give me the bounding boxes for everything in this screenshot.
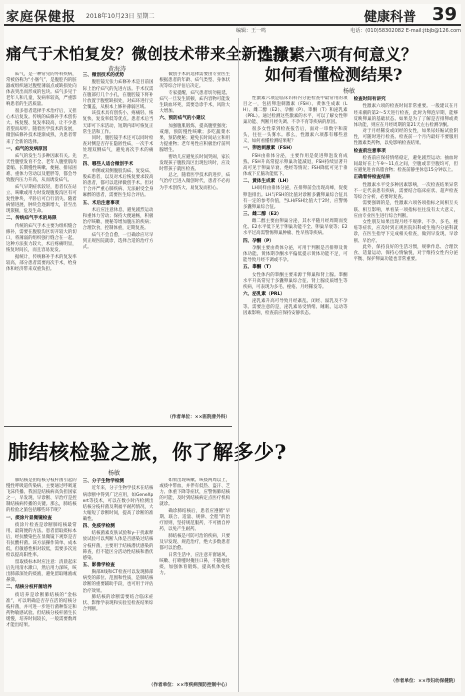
subheading: 五、影像学检查 (82, 562, 115, 568)
subheading: 检查前注意事项 (353, 148, 386, 154)
paragraph: 微创手术的选择需要由专业医生根据患者的年龄、疝气类型、身体状况等综合评估后决定。 (159, 72, 231, 90)
paragraph: 日常生活中，应注意开窗通风，咳嗽、打喷嚏时掩住口鼻，不随地吐痰，加强体育锻炼，提高机体免疫力。 (159, 552, 231, 576)
subheading: 三、分子生物学检测 (82, 479, 125, 484)
paragraph: 性激素六项的检查时间非常重要。一般建议在月经来潮的第2～5天进行检查，此时为卵泡早期，能够反映卵巢的基础状态。如果是为了了解是否排卵或黄体功能，则应在月经周期的第21天左右检测孕酮。 (353, 104, 458, 128)
article-b-col-1 (6, 478, 77, 678)
paragraph: 女性朋友如果出现月经不规律、不孕、多毛、痤疮等症状，应及时到正规医院妇科或生殖内分泌科就诊，在医生指导下完成相关检查，做到早发现、早诊断、早治疗。 (353, 220, 458, 244)
subheading: 二、结核分枝杆菌培养 (6, 585, 52, 591)
section-title: 健康科普 (364, 10, 417, 25)
article-a-col-3 (159, 72, 230, 402)
right-column-area (238, 38, 461, 692)
article-c-col-2 (354, 96, 459, 676)
issue-date: 2018年10月23日 星期二 (86, 13, 155, 20)
paragraph: 疝气早期症状较轻，患者仅在站立、咳嗽或用力时发现腹股沟区有可复性肿块，平卧后可自行消失。随着病情进展，肿块会逐渐增大，甚至出现嵌顿，危及生命。 (6, 185, 77, 215)
article-b-col-3 (159, 478, 230, 678)
subheading: 四、孕酮（P） (243, 238, 274, 244)
paragraph: 据统计，传统修补手术的复发率较高，部分患者需要再次手术，给身体和经济带来双重负担。 (6, 254, 77, 273)
paragraph: 很多患者选择手术治疗后，又担心术后复发。传统的疝修补手术创伤大、恢复慢、复发率较高，让不少患者望而却步。随着医学技术的发展，微创疝修补技术逐渐成熟，为患者带来了全新的选择。 (6, 109, 77, 145)
paragraph: 痰涂片检查是诊断肺结核最常用、最简便的方法。患者留取痰标本后，经抗酸染色在显微镜下观察是否有抗酸杆菌。该方法操作简单、成本低，但敏感性相对较低，需要多次送检以提高阳性率。 (6, 522, 77, 559)
subheading: 一、痰涂片显微镜检查 (6, 515, 52, 521)
subheading: 五、术后注意事项 (82, 200, 120, 206)
subheading: 六、泌乳素（PRL） (243, 291, 285, 297)
article-c-headline-line-1: 性激素六项有何意义？ (257, 45, 418, 64)
subheading: 三、雌二醇（E2） (243, 211, 282, 217)
article-a-col-2 (83, 72, 154, 402)
paragraph: 婴幼儿应避免长时间哭闹，家长发现孩子腹股沟区出现包块时，应及时带孩子就医检查。 (159, 154, 231, 172)
subheading: 二、传统疝气手术的局限 (6, 216, 57, 222)
paragraph: 雌二醇主要由卵巢分泌，其水平随月经周期而变化。E2水平低下见于卵巢功能不全、卵巢早衰等；E2水平过高需警惕卵巢肿瘤、性早熟等疾病。 (243, 219, 348, 237)
paragraph: 肺结核的诊断需要结合临床症状、影像学表现和实验室检查结果综合判断。 (82, 595, 154, 613)
paragraph: 疝气的发生与多种因素有关。先天性腹壁发育不全、老年人腹壁肌肉萎缩、长期慢性咳嗽、便秘、排尿困难、重体力劳动以及肥胖等，都会导致腹内压力升高，从而诱发疝气。 (6, 154, 77, 184)
article-c-body (243, 96, 458, 676)
subheading: 六、预防疝气的小建议 (159, 116, 206, 122)
paragraph: 结核菌素皮肤试验和γ-干扰素释放试验可以判断人体是否感染过结核分枝杆菌，主要用于结核潜伏感染的筛查，但不能区分活动性结核和潜伏感染。 (82, 531, 154, 561)
subheading: 正确看待检查结果 (353, 175, 391, 181)
newspaper-page (4, 4, 461, 692)
paragraph: 总之，随着医学技术的进步，疝气治疗已进入微创时代，患者不必再为手术创伤大、易复发而担心。 (159, 173, 231, 191)
paragraph: 该技术具有创伤小、疼痛轻、恢复快、复发率低等优点。患者术后当天即可下床活动，短期内即可恢复正常生活和工作。 (82, 111, 154, 135)
article-a-headline: 痛气于术怕复发？微创技术带来全新选择! (6, 44, 296, 63)
paragraph: 单侧或双侧腹股沟疝、复发疝、股疝患者，以及对术后恢复要求较高的患者，都可以选择微创手术。但对于合并严重心肺疾病、无法耐受全身麻醉的患者，需要医生综合评估。 (82, 169, 154, 199)
paragraph: 专家提醒，疝气患者切勿拖延。疝气一旦发生嵌顿，疝内容物可能发生缺血坏死，需要急诊手术，风险大大增加。 (159, 90, 231, 115)
paragraph: 疝气不会自愈，一旦确诊应尽早到正规医院就诊，选择合适的治疗方式。 (82, 232, 154, 250)
paragraph: 性激素水平受多种因素影响，一次检查结果异常不一定代表患有疾病，需要结合临床症状、超声检查等综合分析，必要时复查。 (353, 182, 458, 200)
article-c-headline-line-2: 如何看懂检测结果? (265, 65, 403, 84)
editor-line (236, 27, 461, 35)
subheading: 四、哪些人适合微创手术 (82, 161, 134, 167)
subheading: 检查时间有讲究 (353, 97, 386, 102)
page-number: 39 (432, 4, 458, 25)
subheading: 四、免疫学检测 (82, 523, 115, 529)
paragraph: 女性体内的睾酮主要来源于卵巢和肾上腺。睾酮水平升高常见于多囊卵巢综合征、肾上腺皮质增生等疾病，可表现为多毛、痤疮、月经稀发等。 (243, 272, 348, 290)
paragraph: 对于月经稀发或闭经的女性，如果尿妊娠试验阴性，可随时进行检查。检查前一个月内最好不要服用性激素类药物，以免影响检查结果。 (353, 129, 458, 147)
paragraph: 如果出现咳嗽、咳痰两周以上，或痰中带血，并伴有低热、盗汗、乏力、体重下降等症状，应警惕肺结核的可能，及时到结核病定点医疗机构就诊。 (159, 478, 231, 508)
article-c-author: 杨敏 (343, 88, 356, 95)
contact-info: 电话：(010)58302082 E-mail:jtbjb@126.com (350, 28, 461, 34)
article-a-credit: （作者单位：××医院普外科） (167, 415, 230, 420)
paragraph: 痰培养是诊断肺结核的“金标准”，可以明确是否存在活的结核分枝杆菌，并可进一步进行菌种鉴定和药物敏感试验。但结核分枝杆菌生长缓慢，培养时间较长，一般需要数周才能出结果。 (6, 592, 77, 629)
subheading: 二、黄体生成素（LH） (243, 179, 292, 185)
paragraph: 肺结核是可防可治的疾病，只要及早发现、规范治疗，绝大多数患者都可以治愈。 (159, 533, 231, 552)
newspaper-title: 家庭保健报 (6, 10, 77, 25)
paragraph: 近年来，分子生物学技术在结核病诊断中得到广泛应用，如GeneXpert等技术，可以在数小时内检测出结核分枝杆菌及利福平耐药情况，大大缩短了诊断时间，提高了诊断的准确性。 (82, 486, 154, 522)
paragraph: 孕酮主要由黄体分泌，可用于判断是否排卵及黄体功能。黄体期孕酮水平偏低提示黄体功能不足，可能导致月经不调或不孕。 (243, 245, 348, 264)
paragraph: 胸部X线和CT检查可以发现肺部病变的部位、范围和性质，是肺结核诊断的重要辅助手段，也可用于评估治疗效果。 (82, 570, 154, 594)
paragraph: 留取痰标本时应注意：清晨起床后先用清水漱口，然后用力深咳，咳出肺部深处的痰液，避免留取唾液或鼻涕。 (6, 560, 77, 584)
paragraph: 腹腔镜无张力疝修补术是目前国际上治疗疝气的先进方法。手术仅需在腹部打几个小孔，在腹腔镜下将补片放置于腹壁缺损处，对疝环进行完全覆盖，从根本上修补薄弱区域。 (82, 80, 154, 110)
article-b-credit: （作者单位：××市疾病预防控制中心） (148, 683, 230, 688)
paragraph: 确诊肺结核后，患者应遵循“早期、联合、适量、规律、全程”的治疗原则，坚持规范服药，不可擅自停药，以免产生耐药。 (159, 508, 231, 533)
subheading: 一、卵泡刺激素（FSH） (243, 146, 295, 152)
paragraph: 此外，保持良好的生活习惯，规律作息、合理饮食、适量运动、保持心情愉悦，对于维持女性内分泌平衡、保护卵巢功能也非常重要。 (353, 245, 458, 263)
section-divider (4, 426, 232, 427)
paragraph: 加强腹肌锻炼，提高腹壁强度；戒烟，预防慢性咳嗽；多吃蔬菜水果，预防便秘；避免长时间站立和用力提重物；老年男性应积极治疗前列腺增生。 (159, 123, 231, 153)
paragraph: 疝气，是一种常见的外科疾病，常被俗称为“小肠气”，是腹腔内的脏器或组织通过腹壁薄弱点或缺损处向体表突出而形成的包块。疝气多见于老年人和儿童，发病率较高，严重影响患者的生活质量。 (6, 72, 77, 108)
subheading: 一、疝气的发病原因 (6, 146, 48, 152)
paragraph: 检查前应保持情绪稳定，避免剧烈运动；抽血时间最好在上午9～11点之间，空腹或非空腹均可，但应避免进食高脂食物；检查前静坐休息15分钟以上。 (353, 155, 458, 174)
subheading: 三、微创技术的优势 (82, 73, 125, 78)
paragraph: 同时，腹腔镜手术还可以同时检查对侧是否存在隐匿性疝，一次手术处理双侧疝气，避免再次手术的痛苦。 (82, 136, 154, 160)
paragraph: 泌乳素升高可导致月经紊乱、闭经、溢乳及不孕等。需要注意的是，泌乳素易受情绪、睡眠、运动等因素影响，检查前应保持安静状态。 (243, 299, 348, 317)
article-b-headline: 肺结核检验之旅，你了解多少? (8, 440, 287, 464)
paragraph: FSH由垂体分泌，主要作用是促进卵泡发育成熟。FSH升高常提示卵巢功能减退，FSH持续显著升高可见于卵巢早衰、绝经等情况；FSH降低可见于垂体或下丘脑功能低下。 (243, 153, 348, 177)
article-b-body (6, 478, 230, 678)
paragraph: 肺结核是由结核分枝杆菌引起的慢性呼吸道传染病，主要通过呼吸道飞沫传播。我国是结核病高负担国家之一，早发现、早诊断、早治疗是控制结核病传播的关键。那么，肺结核的检验之旅包括哪些环节呢？ (6, 478, 77, 514)
paragraph: LH同样由垂体分泌，在排卵前会出现高峰，促使卵泡排出。LH与FSH的比值对诊断多囊卵巢综合征具有一定的参考价值，当LH/FSH比值大于2时，应警惕多囊卵巢综合征。 (243, 186, 348, 210)
paragraph: 需要强调的是，性激素六项各项指标之间相互关联、相互影响，单看某一项指标往往没有太大意义，应由专业医生进行综合判断。 (353, 201, 458, 219)
article-a-col-1 (6, 72, 77, 402)
paragraph: 很多女性拿到检查报告后，面对一串数字和箭头，往往一头雾水。那么，性激素六项都有哪些意义，如何看懂检测结果呢？ (243, 126, 348, 145)
paragraph: 性激素六项是临床妇科内分泌检查中最常用的项目之一，包括卵泡刺激素（FSH）、黄体生成素（LH）、雌二醇（E2）、孕酮（P）、睾酮（T）和泌乳素（PRL）。通过检测这些激素的水平，可以了解女性卵巢功能、判断月经失调、不孕不育等疾病的原因。 (243, 96, 348, 126)
article-a-author: 黄海涛 (108, 66, 127, 73)
article-b-col-2 (83, 478, 154, 678)
editor-name: 编辑：王一鸣 (236, 28, 267, 34)
article-c-col-1 (243, 96, 348, 676)
paragraph: 传统的疝气手术主要为组织缝合修补，需要在腹股沟区切开较大的切口，将薄弱的组织强行缝合在一起。这种方法张力较大，术后疼痛明显，恢复时间长，而且容易复发。 (6, 223, 77, 254)
subheading: 五、睾酮（T） (243, 265, 274, 271)
article-a-body (6, 72, 230, 402)
article-b-author: 杨敏 (108, 470, 121, 477)
article-c-credit: （作者单位：××市妇幼保健院） (390, 679, 458, 684)
masthead (4, 4, 461, 26)
paragraph: 术后应注意休息，避免剧烈运动和重体力劳动；保持大便通畅，积极治疗咳嗽、便秘等增加腹压的疾病；合理饮食，控制体重，定期复查。 (82, 207, 154, 232)
